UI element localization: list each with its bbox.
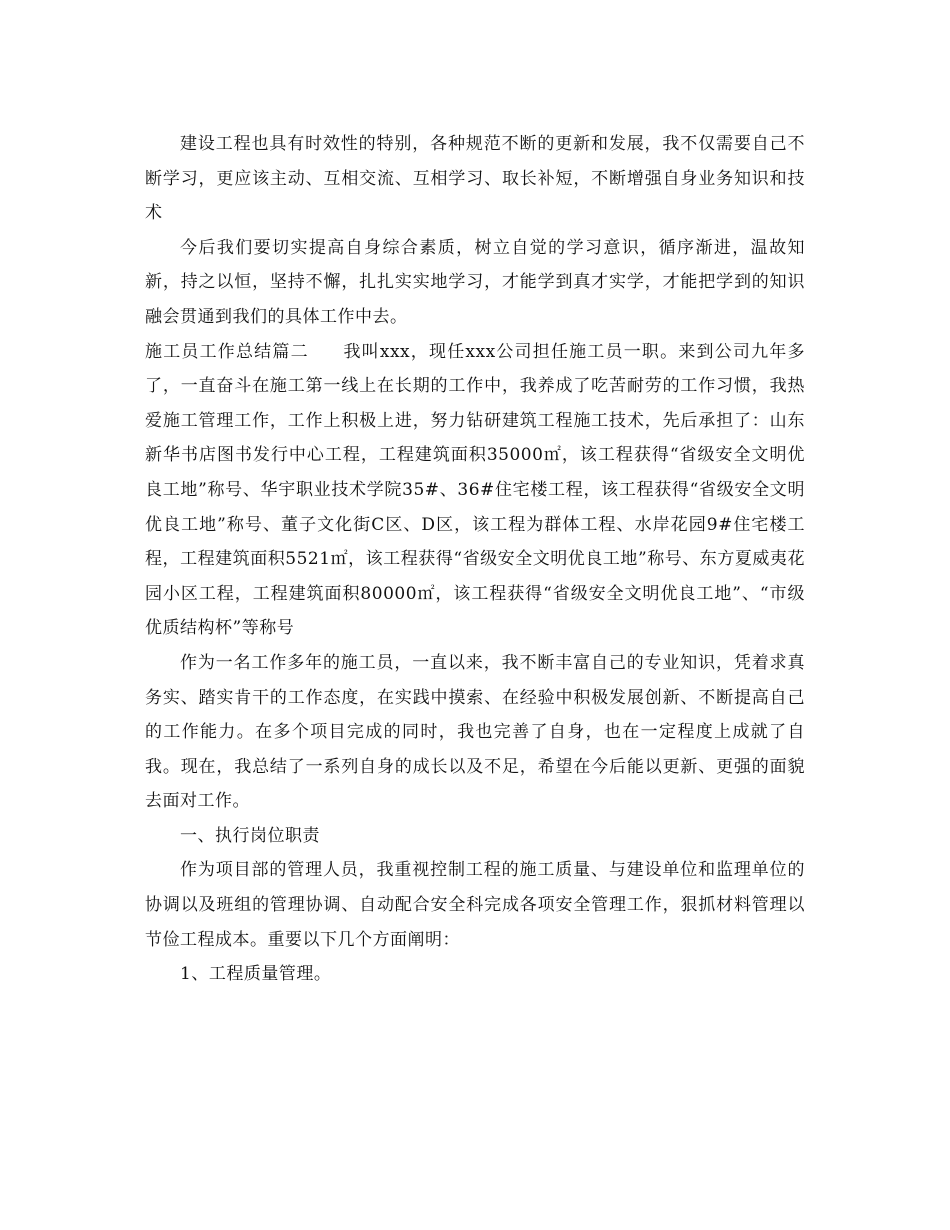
item-quality: 1、工程质量管理。 bbox=[180, 964, 332, 985]
paragraph-experience: 作为一名工作多年的施工员，一直以来，我不断丰富自己的专业知识，凭着求真务实、踏实肯干的工作态度，在实践中摸索、在经验中积极发展创新、不断提高自己的工作能力。在多个项目完成的同时，我也完善了自身，也在一定程度上成就了自我。现在，我总结了一系列自身的成长以及不足，希望在今后能以更新、更强的面貌去面对工作。 bbox=[145, 652, 805, 812]
section-intro: 我叫xxx，现任xxx公司担任施工员一职。来到公司九年多了，一直奋斗在施工第一线上在长期的工作中，我养成了吃苦耐劳的工作习惯，我热爱施工管理工作，工作上积极上进，努力钻研建筑工程施工技术，先后承担了：山东新华书店图书发行中心工程，工程建筑面积35000㎡，该工程获得“省级安全文明优良工地”称号、华宇职业技术学院35#、36#住宅楼工程，该工程获得“省级安全文明优良工地”称号、董子文化街C区、D区，该工程为群体工程、水岸花园9#住宅楼工程，工程建筑面积5521㎡，该工程获得“省级安全文明优良工地”称号、东方夏威夷花园小区工程，工程建筑面积80000㎡，该工程获得“省级安全文明优良工地”、“市级优质结构杯”等称号 bbox=[145, 341, 805, 639]
heading-duties: 一、执行岗位职责 bbox=[180, 825, 320, 846]
paragraph-learning: 建设工程也具有时效性的特别，各种规范不断的更新和发展，我不仅需要自己不断学习，更应该主动、互相交流、互相学习、取长补短，不断增强自身业务知识和技术 bbox=[145, 134, 805, 224]
section-two bbox=[145, 335, 805, 646]
section-title: 施工员工作总结篇二 bbox=[145, 341, 309, 362]
document-body bbox=[145, 127, 805, 992]
paragraph-future: 今后我们要切实提高自身综合素质，树立自觉的学习意识，循序渐进，温故知新，持之以恒，坚持不懈，扎扎实实地学习，才能学到真才实学，才能把学到的知识融会贯通到我们的具体工作中去。 bbox=[145, 237, 805, 327]
paragraph-duties: 作为项目部的管理人员，我重视控制工程的施工质量、与建设单位和监理单位的协调以及班组的管理协调、自动配合安全科完成各项安全管理工作，狠抓材料管理以节俭工程成本。重要以下几个方面阐明： bbox=[145, 860, 805, 950]
